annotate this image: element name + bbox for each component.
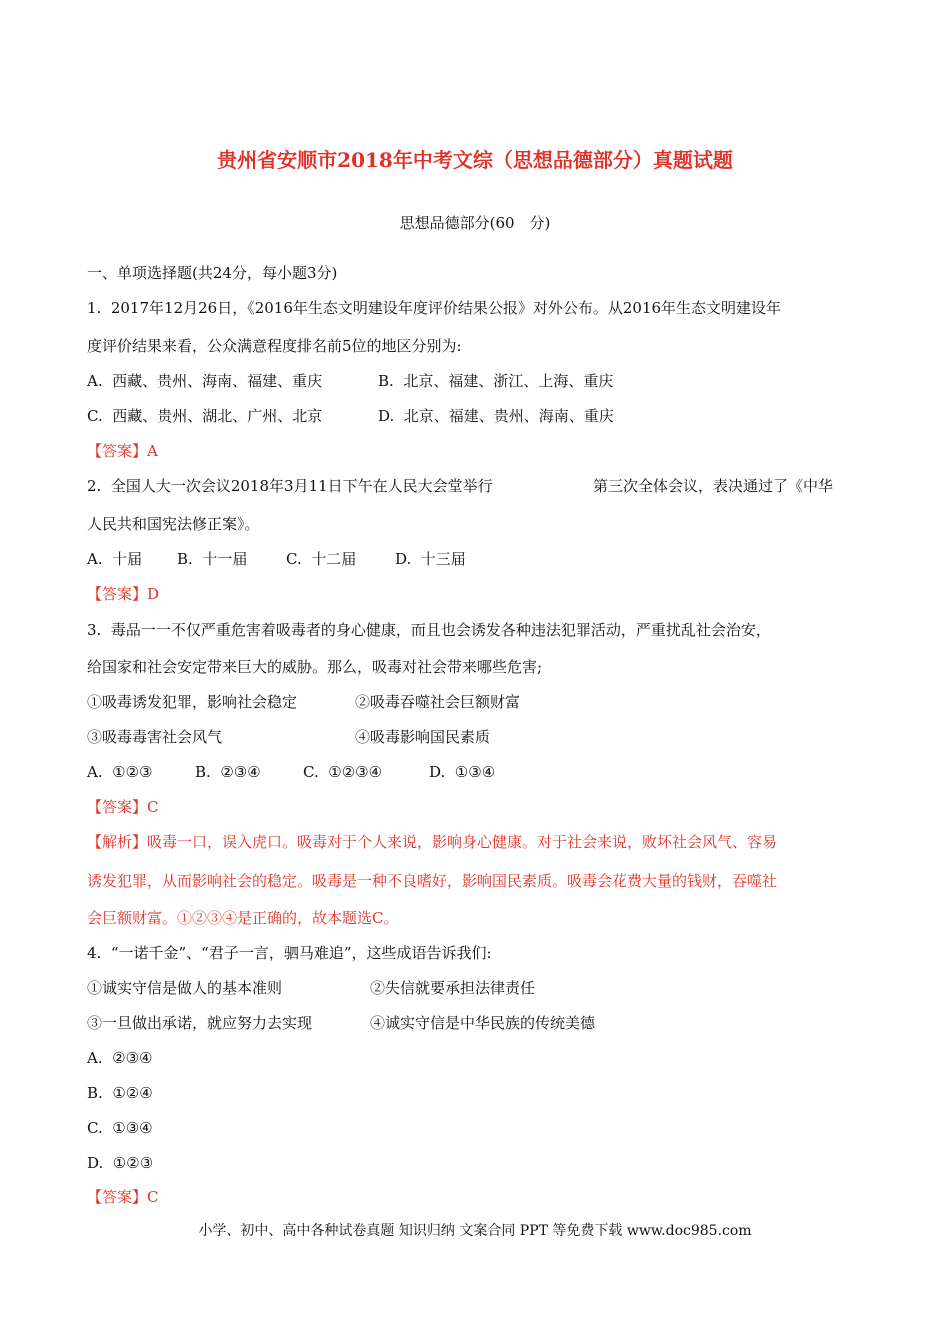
- q2-text-line1b: 第三次全体会议，表决通过了《中华: [593, 477, 834, 495]
- q3-answer: 【答案】C: [87, 798, 159, 816]
- q1-answer: 【答案】A: [87, 442, 158, 460]
- q1-text-line1: 1. 2017年12月26日，《2016年生态文明建设年度评价结果公报》对外公布。从2016年生态文明建设年: [87, 299, 782, 317]
- q4-statement-3: ③一旦做出承诺，就应努力去实现: [87, 1014, 313, 1032]
- q2-option-c: C. 十二届: [286, 550, 357, 568]
- q1-option-b: B. 北京、福建、浙江、上海、重庆: [378, 372, 614, 390]
- q4-option-b: B. ①②④: [87, 1084, 153, 1102]
- q1-option-a: A. 西藏、贵州、海南、福建、重庆: [87, 372, 323, 390]
- q3-statement-4: ④吸毒影响国民素质: [355, 728, 491, 746]
- q4-answer: 【答案】C: [87, 1188, 159, 1206]
- q2-answer: 【答案】D: [87, 585, 160, 603]
- q1-option-c: C. 西藏、贵州、湖北、广州、北京: [87, 407, 323, 425]
- q3-option-d: D. ①③④: [429, 763, 496, 781]
- section-subtitle: 思想品德部分(60 分): [399, 214, 551, 232]
- q3-statement-3: ③吸毒毒害社会风气: [87, 728, 223, 746]
- q4-statement-1: ①诚实守信是做人的基本准则: [87, 979, 283, 997]
- q3-analysis-line1: 【解析】吸毒一口，误入虎口。吸毒对于个人来说，影响身心健康。对于社会来说，败坏社会风气、容易: [87, 833, 778, 851]
- q2-option-b: B. 十一届: [177, 550, 248, 568]
- q4-option-d: D. ①②③: [87, 1154, 154, 1172]
- q2-text-line2: 人民共和国宪法修正案》。: [87, 515, 260, 533]
- q3-statement-1: ①吸毒诱发犯罪，影响社会稳定: [87, 693, 298, 711]
- q4-option-a: A. ②③④: [87, 1049, 153, 1067]
- q4-text-line1: 4. “一诺千金”、“君子一言，驷马难追”，这些成语告诉我们:: [87, 944, 492, 962]
- q2-text-line1a: 2. 全国人大一次会议2018年3月11日下午在人民大会堂举行: [87, 477, 493, 495]
- q2-option-a: A. 十届: [87, 550, 143, 568]
- page-footer: 小学、初中、高中各种试卷真题 知识归纳 文案合同 PPT 等免费下载 www.doc985.com: [198, 1223, 752, 1239]
- q3-statement-2: ②吸毒吞噬社会巨额财富: [355, 693, 521, 711]
- q3-analysis-line3: 会巨额财富。①②③④是正确的，故本题选C。: [87, 909, 399, 927]
- q1-option-d: D. 北京、福建、贵州、海南、重庆: [378, 407, 614, 425]
- q1-text-line2: 度评价结果来看，公众满意程度排名前5位的地区分别为:: [87, 337, 462, 355]
- document-title: 贵州省安顺市2018年中考文综（思想品德部分）真题试题: [217, 148, 733, 172]
- q2-option-d: D. 十三届: [395, 550, 466, 568]
- q3-text-line2: 给国家和社会安定带来巨大的威胁。那么，吸毒对社会带来哪些危害;: [87, 658, 543, 676]
- q4-statement-4: ④诚实守信是中华民族的传统美德: [370, 1014, 596, 1032]
- q3-option-c: C. ①②③④: [303, 763, 383, 781]
- q3-text-line1: 3. 毒品一一不仅严重危害着吸毒者的身心健康，而且也会诱发各种违法犯罪活动，严重扰乱社会治安，: [87, 621, 771, 639]
- q3-option-a: A. ①②③: [87, 763, 153, 781]
- q3-analysis-line2: 诱发犯罪，从而影响社会的稳定。吸毒是一种不良嗜好，影响国民素质。吸毒会花费大量的钱财，吞噬社: [87, 872, 778, 890]
- q4-statement-2: ②失信就要承担法律责任: [370, 979, 536, 997]
- q4-option-c: C. ①③④: [87, 1119, 153, 1137]
- q3-option-b: B. ②③④: [195, 763, 261, 781]
- section-heading: 一、单项选择题(共24分，每小题3分): [87, 264, 338, 282]
